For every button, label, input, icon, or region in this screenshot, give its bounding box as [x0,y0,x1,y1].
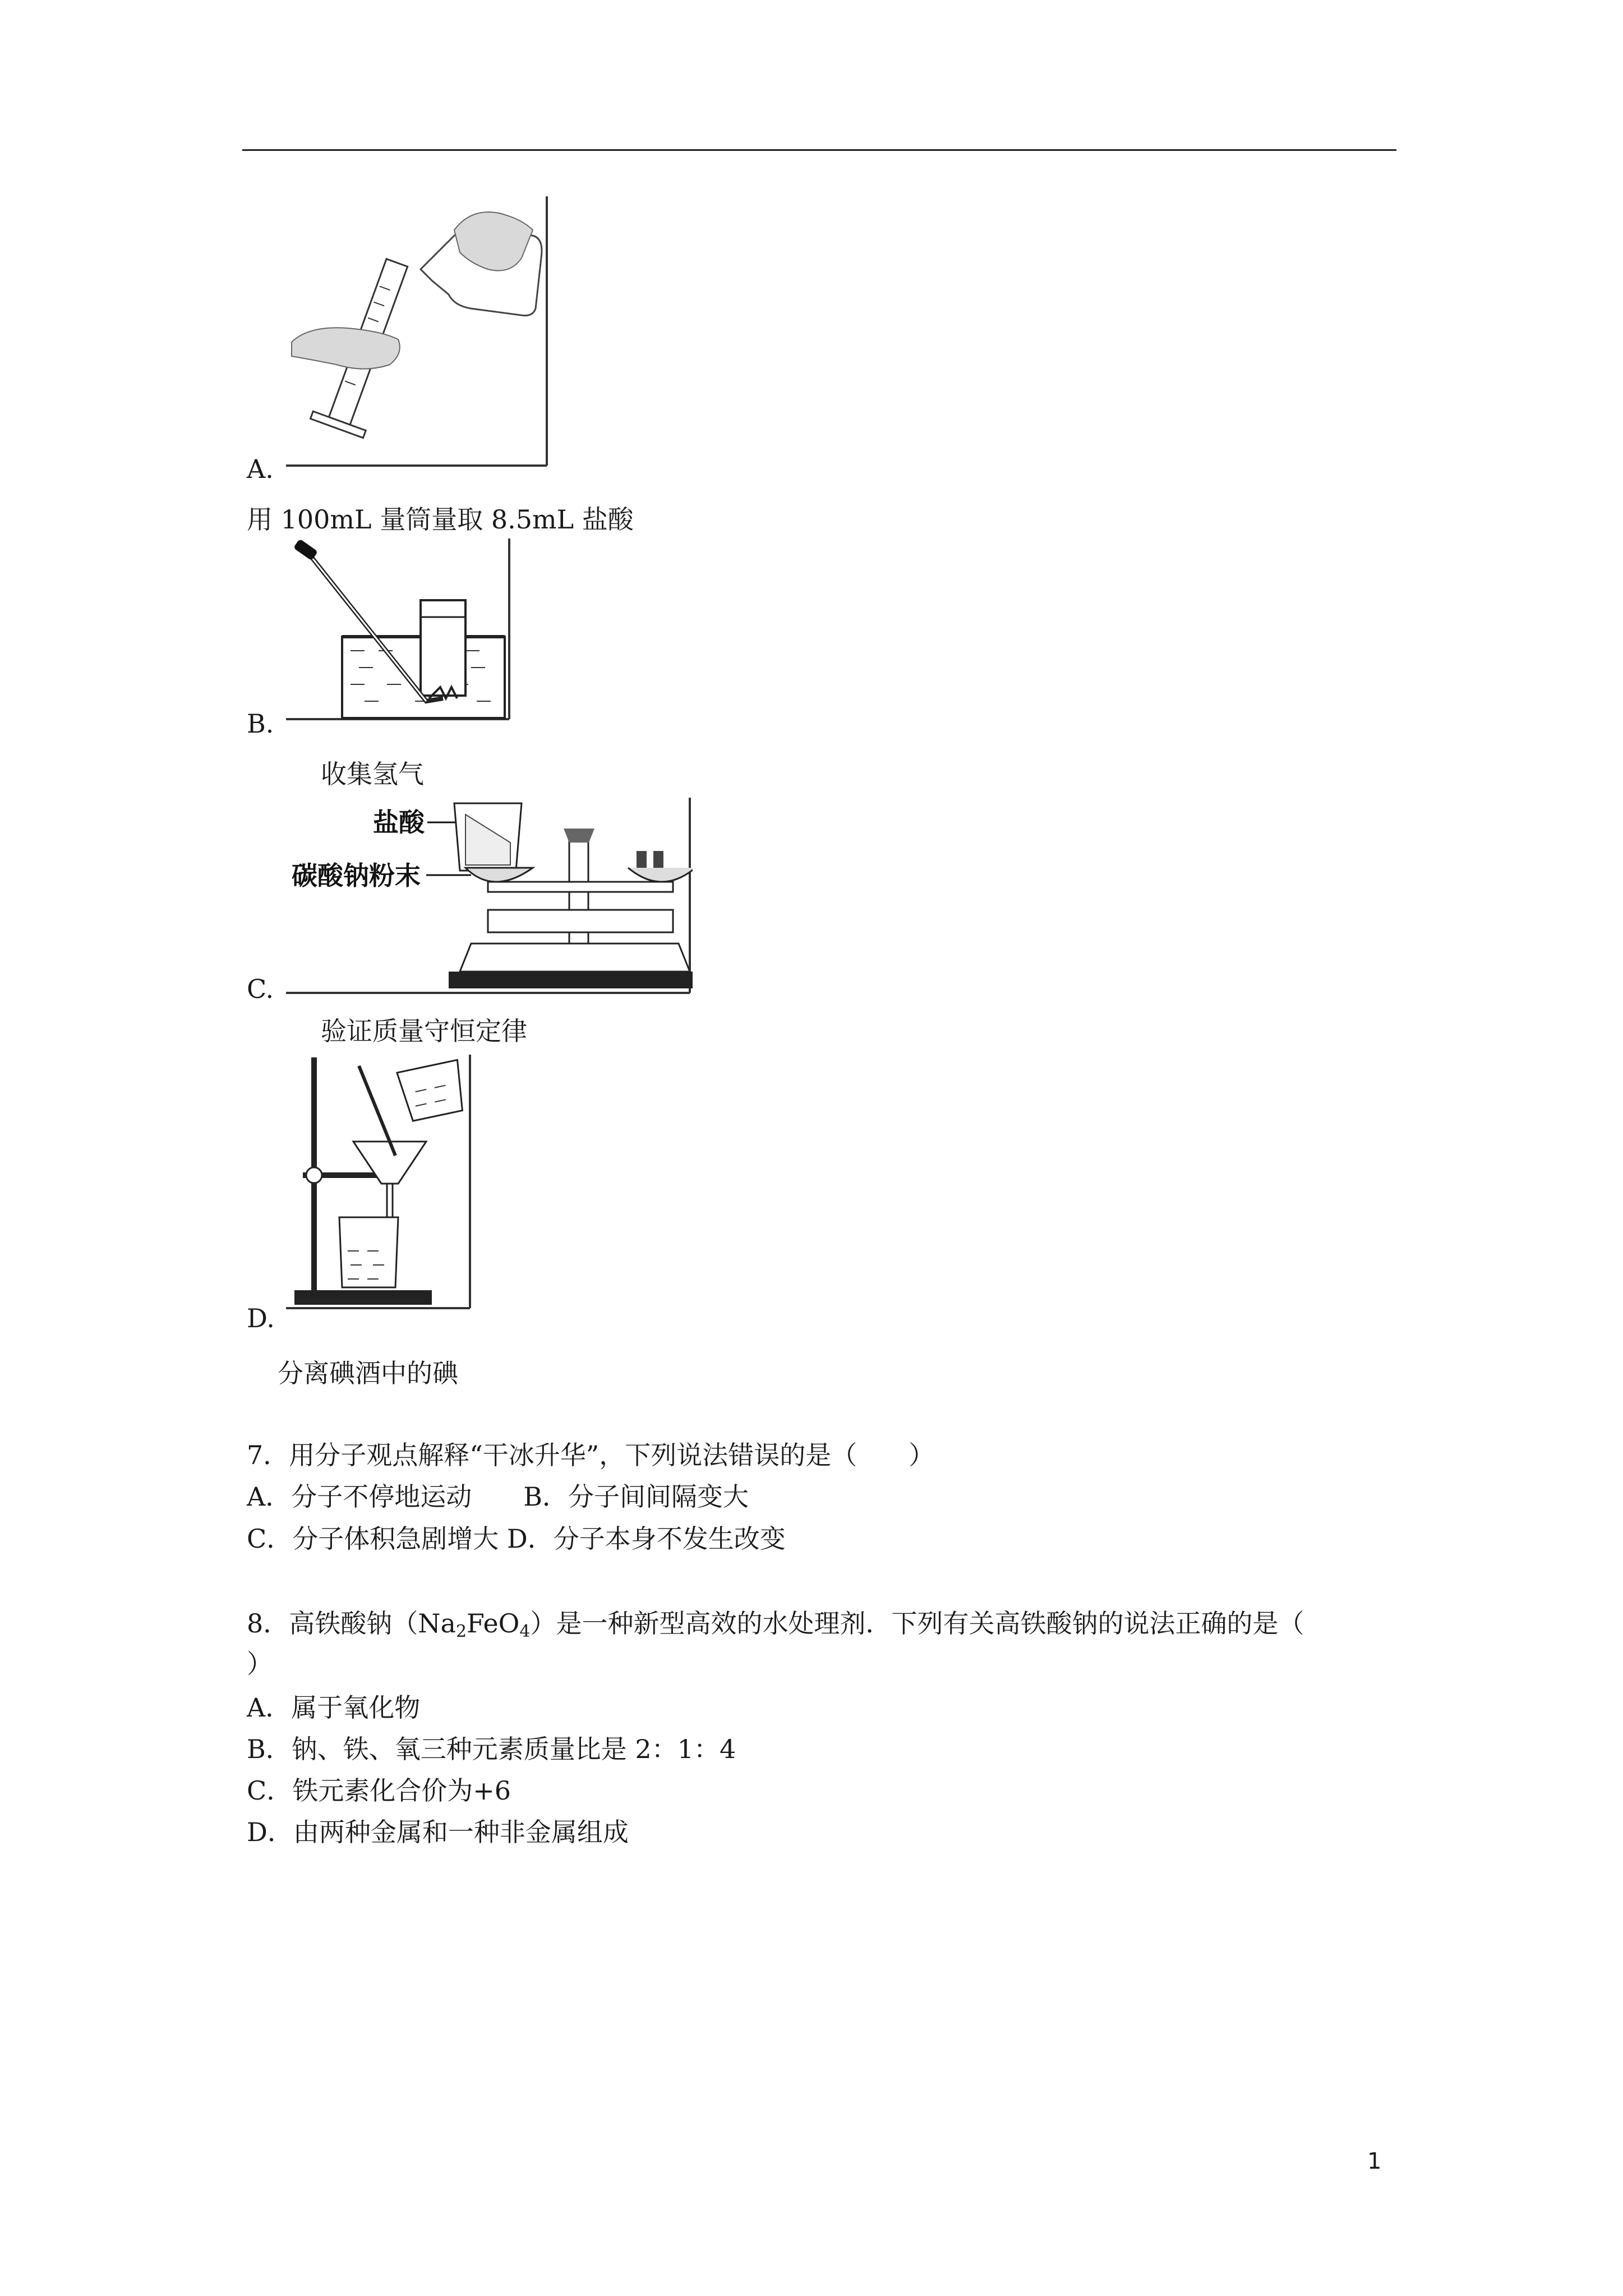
q8-option-a: A．属于氧化物 [247,1692,421,1723]
q8-stem-line2: ） [247,1649,273,1679]
q8-stem [247,1608,1304,1648]
q8-stem-post: ）是一种新型高效的水处理剂．下列有关高铁酸钠的说法正确的是（ [530,1608,1304,1639]
q8-subscript-4: 4 [519,1622,531,1641]
figure-a-graduated-cylinder [286,196,552,467]
header-rule [242,149,1396,151]
q8-stem-mid: FeO [467,1608,520,1639]
page-number: 1 [1367,2148,1382,2174]
label-hydrochloric-acid: 盐酸 [373,807,425,838]
q8-stem-pre: 8．高铁酸钠（Na [247,1608,456,1639]
figure-b-gas-collection [286,539,513,721]
q7-stem: 7．用分子观点解释“干冰升华”，下列说法错误的是（ ） [247,1440,935,1470]
q6-option-c-label: C. [247,974,274,1004]
figure-c-balance [286,798,693,994]
q6-option-d-label: D. [247,1303,275,1333]
q8-option-d: D．由两种金属和一种非金属组成 [247,1817,629,1847]
q8-subscript-2: 2 [455,1622,467,1641]
q6-option-b-caption: 收集氢气 [321,759,424,789]
q6-option-c-caption: 验证质量守恒定律 [321,1016,527,1046]
q6-option-b-label: B. [247,708,274,739]
q8-option-c: C．铁元素化合价为+6 [247,1775,511,1806]
q6-option-a-label: A. [247,454,274,484]
q7-options-row1: A．分子不停地运动 B．分子间间隔变大 [247,1481,749,1512]
q7-options-row2: C．分子体积急剧增大 D．分子本身不发生改变 [247,1524,786,1554]
q6-option-d-caption: 分离碘酒中的碘 [278,1358,458,1388]
label-sodium-carbonate-powder: 碳酸钠粉末 [292,861,421,891]
q6-option-a-caption: 用 100mL 量筒量取 8.5mL 盐酸 [247,504,634,535]
q8-option-b: B．钠、铁、氧三种元素质量比是 2：1：4 [247,1734,736,1764]
figure-d-filtration [286,1055,474,1310]
